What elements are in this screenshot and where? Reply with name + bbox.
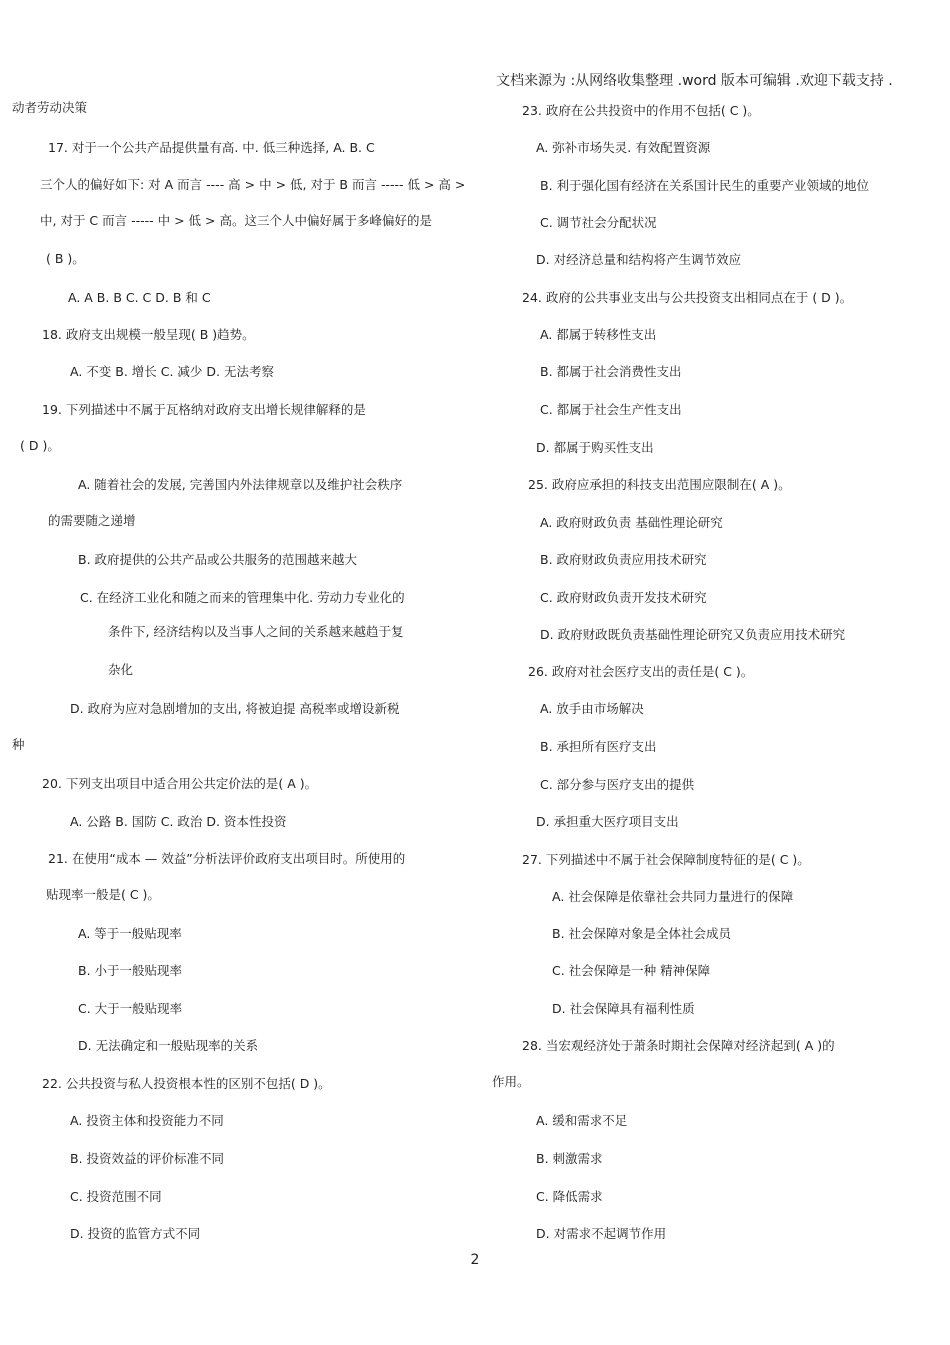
- option-line: A. 不变 B. 增长 C. 减少 D. 无法考察: [70, 364, 274, 379]
- question-17: 17. 对于一个公共产品提供量有高. 中. 低三种选择, A. B. C: [48, 140, 375, 155]
- question-23: 23. 政府在公共投资中的作用不包括( C )。: [522, 103, 760, 118]
- answer-line: ( D )。: [20, 438, 60, 453]
- option-line: C. 都属于社会生产性支出: [540, 402, 682, 417]
- option-line: C. 在经济工业化和随之而来的管理集中化. 劳动力专业化的: [80, 590, 405, 605]
- option-line: A. 等于一般贴现率: [78, 926, 182, 941]
- question-21: 21. 在使用“成本 — 效益”分析法评价政府支出项目时。所使用的: [48, 851, 406, 866]
- page-header: 文档来源为 :从网络收集整理 .word 版本可编辑 .欢迎下载支持 .: [496, 73, 893, 89]
- option-line: B. 利于强化国有经济在关系国计民生的重要产业领域的地位: [540, 178, 870, 193]
- question-20: 20. 下列支出项目中适合用公共定价法的是( A )。: [42, 776, 318, 791]
- option-line: A. 放手由市场解决: [540, 701, 644, 716]
- text-line: 中, 对于 C 而言 ----- 中 > 低 > 高。这三个人中偏好属于多峰偏好的是: [40, 213, 432, 228]
- option-line: A. 弥补市场失灵. 有效配置资源: [536, 140, 711, 155]
- option-line: C. 社会保障是一种 精神保障: [552, 963, 711, 978]
- option-line: A. 投资主体和投资能力不同: [70, 1113, 224, 1128]
- option-line: C. 调节社会分配状况: [540, 215, 657, 230]
- option-line: D. 都属于购买性支出: [536, 440, 654, 455]
- question-28: 28. 当宏观经济处于萧条时期社会保障对经济起到( A )的: [522, 1038, 835, 1053]
- option-line: A. 社会保障是依靠社会共同力量进行的保障: [552, 889, 794, 904]
- question-18: 18. 政府支出规模一般呈现( B )趋势。: [42, 327, 255, 342]
- option-line: C. 降低需求: [536, 1189, 603, 1204]
- option-line: C. 政府财政负责开发技术研究: [540, 590, 707, 605]
- option-line: B. 刺激需求: [536, 1151, 603, 1166]
- option-line: B. 小于一般贴现率: [78, 963, 183, 978]
- option-line: B. 政府财政负责应用技术研究: [540, 552, 707, 567]
- question-26: 26. 政府对社会医疗支出的责任是( C )。: [528, 664, 754, 679]
- option-line: A. 缓和需求不足: [536, 1113, 628, 1128]
- text-line: 种: [12, 737, 25, 752]
- option-line: B. 投资效益的评价标准不同: [70, 1151, 225, 1166]
- question-19: 19. 下列描述中不属于瓦格纳对政府支出增长规律解释的是: [42, 402, 366, 417]
- option-line: B. 承担所有医疗支出: [540, 739, 657, 754]
- text-line: 杂化: [108, 662, 134, 677]
- text-line: 三个人的偏好如下: 对 A 而言 ---- 高 > 中 > 低, 对于 B 而言 ----- 低 > 高 >: [40, 177, 466, 192]
- option-line: D. 社会保障具有福利性质: [552, 1001, 695, 1016]
- page-number: 2: [470, 1252, 480, 1268]
- option-line: A. 政府财政负责 基础性理论研究: [540, 515, 723, 530]
- option-line: D. 政府财政既负责基础性理论研究又负责应用技术研究: [540, 627, 846, 642]
- option-line: C. 大于一般贴现率: [78, 1001, 183, 1016]
- option-line: B. 政府提供的公共产品或公共服务的范围越来越大: [78, 552, 358, 567]
- option-line: D. 政府为应对急剧增加的支出, 将被迫提 高税率或增设新税: [70, 701, 400, 716]
- option-line: B. 都属于社会消费性支出: [540, 364, 682, 379]
- option-line: D. 对需求不起调节作用: [536, 1226, 667, 1241]
- option-line: B. 社会保障对象是全体社会成员: [552, 926, 732, 941]
- question-22: 22. 公共投资与私人投资根本性的区别不包括( D )。: [42, 1076, 331, 1091]
- answer-line: ( B )。: [46, 251, 85, 266]
- option-line: A. 随着社会的发展, 完善国内外法律规章以及维护社会秩序: [78, 477, 403, 492]
- option-line: C. 投资范围不同: [70, 1189, 162, 1204]
- text-line: 的需要随之递增: [48, 513, 136, 528]
- option-line: A. 都属于转移性支出: [540, 327, 657, 342]
- option-line: A. A B. B C. C D. B 和 C: [68, 290, 211, 305]
- question-24: 24. 政府的公共事业支出与公共投资支出相同点在于 ( D )。: [522, 290, 853, 305]
- option-line: D. 投资的监管方式不同: [70, 1226, 201, 1241]
- option-line: D. 承担重大医疗项目支出: [536, 814, 679, 829]
- text-line: 条件下, 经济结构以及当事人之间的关系越来越趋于复: [108, 624, 404, 639]
- option-line: D. 对经济总量和结构将产生调节效应: [536, 252, 742, 267]
- option-line: D. 无法确定和一般贴现率的关系: [78, 1038, 259, 1053]
- question-27: 27. 下列描述中不属于社会保障制度特征的是( C )。: [522, 852, 810, 867]
- text-line: 动者劳动决策: [12, 100, 88, 115]
- text-line: 作用。: [492, 1074, 530, 1089]
- question-25: 25. 政府应承担的科技支出范围应限制在( A )。: [528, 477, 791, 492]
- option-line: A. 公路 B. 国防 C. 政治 D. 资本性投资: [70, 814, 287, 829]
- option-line: C. 部分参与医疗支出的提供: [540, 777, 695, 792]
- answer-line: 贴现率一般是( C )。: [46, 887, 160, 902]
